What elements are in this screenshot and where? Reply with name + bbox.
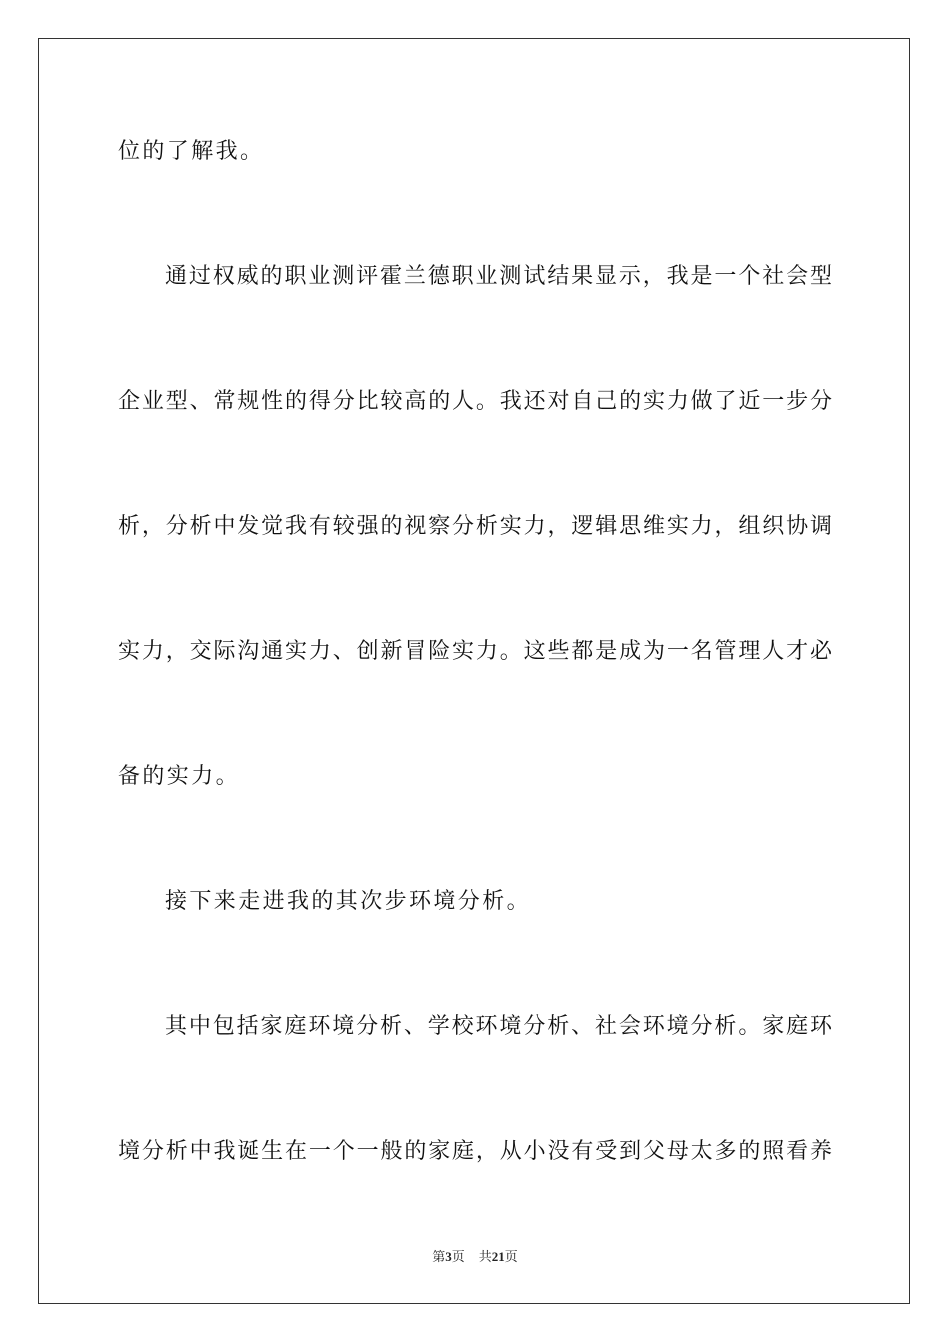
text-line-8: 其中包括家庭环境分析、学校环境分析、社会环境分析。家庭环 [165, 1014, 832, 1039]
page-footer [0, 1248, 950, 1266]
page-border [38, 38, 910, 1304]
total-prefix: 共 [478, 1249, 492, 1264]
text-line-5: 实力，交际沟通实力、创新冒险实力。这些都是成为一名管理人才必 [118, 639, 832, 664]
text-line-7: 接下来走进我的其次步环境分析。 [165, 889, 532, 914]
text-line-6: 备的实力。 [118, 764, 241, 789]
total-pages-number: 21 [491, 1249, 505, 1264]
text-line-9: 境分析中我诞生在一个一般的家庭，从小没有受到父母太多的照看养 [118, 1139, 832, 1164]
page-suffix: 页 [451, 1249, 465, 1264]
current-page-number: 3 [445, 1249, 452, 1264]
page-prefix: 第 [432, 1249, 446, 1264]
text-line-3: 企业型、常规性的得分比较高的人。我还对自己的实力做了近一步分 [118, 389, 832, 414]
text-line-4: 析，分析中发觉我有较强的视察分析实力，逻辑思维实力，组织协调 [118, 514, 832, 539]
text-line-2: 通过权威的职业测评霍兰德职业测试结果显示，我是一个社会型 [165, 264, 832, 289]
text-line-1: 位的了解我。 [118, 139, 265, 164]
total-suffix: 页 [504, 1249, 518, 1264]
